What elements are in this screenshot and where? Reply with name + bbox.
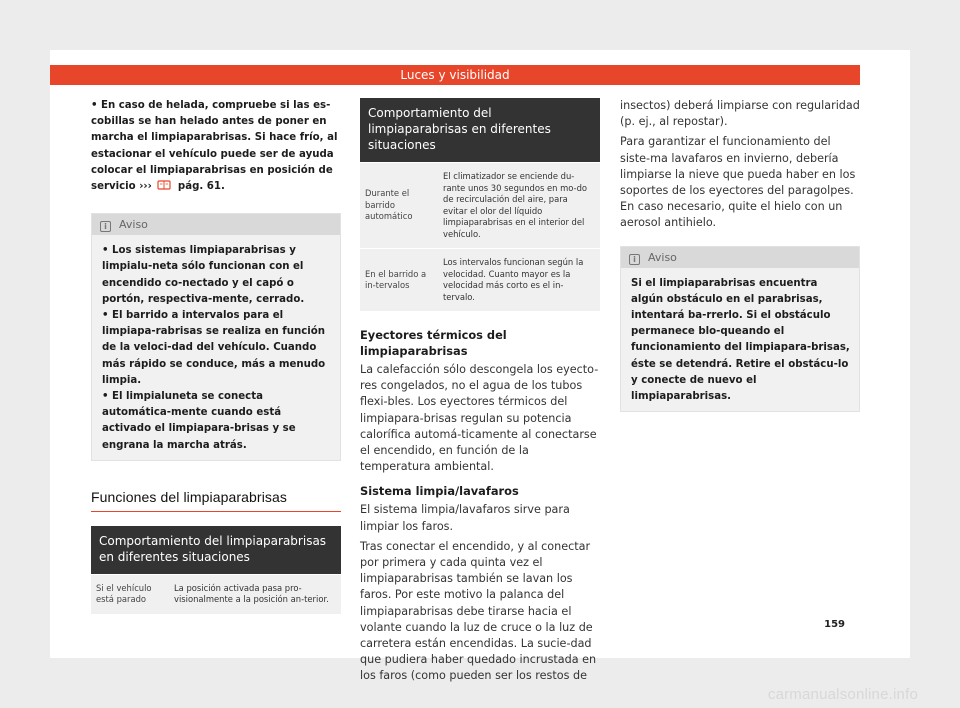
paragraph: Para garantizar el funcionamiento del siste-ma lavafaros en invierno, debería limpiarse la nieve que pueda haber en los soportes de los eyectores del paragolpes. En caso necesario, quite el hielo con un aerosol antihielo.: [620, 135, 856, 230]
table-cell-key: En el barrido a in-tervalos: [365, 268, 427, 290]
aviso-box-right: [620, 246, 860, 413]
page-number: 159: [824, 619, 845, 630]
aviso-text: Si el limpiaparabrisas encuentra algún obstáculo en el parabrisas, intentará ba-rrerlo. Si el obstáculo permanece blo-queando el funcionamiento del limpiapara-brisas, éste se detendrá. Retire el obstácu-lo y conecte de nuevo el limpiaparabrisas.: [631, 277, 850, 403]
page-reference-link[interactable]: pág. 61.: [177, 181, 225, 193]
paragraph: El sistema limpia/lavafaros sirve para limpiar los faros.: [360, 503, 570, 533]
bullet-helada-text: En caso de helada, compruebe si las es-cobillas se han helado antes de poner en marcha el limpiaparabrisas. Si hace frío, al estacionar el vehículo puede ser de ayuda colocar el limpiaparabrisas en posición de servicio ›››: [91, 100, 338, 193]
table-row: [91, 574, 341, 614]
aviso-item: • El limpialuneta se conecta automática-mente cuando está activado el limpiapara-brisas y se engrana la marcha atrás.: [102, 391, 296, 451]
subheading-lavafaros: Sistema limpia/lavafaros: [360, 484, 519, 499]
aviso-body: [621, 268, 859, 412]
aviso-body: [92, 235, 340, 460]
info-icon: i: [100, 221, 111, 232]
bullet-helada: • En caso de helada, compruebe si las es-cobillas se han helado antes de poner en marcha el limpiaparabrisas. Si hace frío, al estacionar el vehículo puede ser de ayuda colocar el limpiaparabrisas en posición de servicio ››› pág. 61.: [91, 100, 338, 193]
aviso-title: Aviso: [648, 250, 677, 264]
behavior-table-right: [360, 98, 600, 311]
book-reference-icon: [157, 180, 171, 190]
manual-page: [50, 50, 910, 683]
aviso-box-left: [91, 213, 341, 461]
paragraph: insectos) deberá limpiarse con regularidad (p. ej., al repostar).: [620, 99, 860, 129]
table-cell-key: Durante el barrido automático: [365, 188, 413, 222]
aviso-item-text: El limpialuneta se conecta automática-mente cuando está activado el limpiapara-brisas y se engrana la marcha atrás.: [102, 391, 296, 451]
table-cell-value: La posición activada pasa pro-visionalmente a la posición an-terior.: [174, 582, 329, 605]
aviso-header: [92, 214, 340, 235]
info-icon: i: [629, 254, 640, 265]
table-row: [360, 248, 600, 311]
table-title: Comportamiento del limpiaparabrisas en diferentes situaciones: [91, 526, 341, 574]
eyectores-section: [360, 327, 600, 685]
aviso-item: • Los sistemas limpiaparabrisas y limpialu-neta sólo funcionan con el encendido co-nectado y el capó o portón, respectiva-mente, cerrado.: [102, 245, 305, 305]
aviso-item: • El barrido a intervalos para el limpiapa-rabrisas se realiza en función de la veloci-dad del vehículo. Cuando más rápido se conduce, más a menudo limpia.: [102, 310, 326, 386]
paragraph: La calefacción sólo descongela los eyecto-res congelados, no el agua de los tubos flexi-bles. Los eyectores térmicos del limpiapara-brisas regulan su potencia calorífica automá-ticamente al conectarse el encendido, en función de la temperatura ambiental.: [360, 363, 599, 474]
aviso-title: Aviso: [119, 218, 148, 232]
section-title: Funciones del limpiaparabrisas: [91, 489, 341, 512]
column-left: [91, 98, 341, 614]
column-middle: [360, 98, 600, 689]
table-cell-key: Si el vehículo está parado: [96, 582, 152, 605]
chapter-header: Luces y visibilidad: [50, 65, 860, 85]
behavior-table-left: [91, 526, 341, 614]
aviso-header: [621, 247, 859, 268]
subheading-eyectores: Eyectores térmicos del limpiaparabrisas: [360, 328, 507, 358]
table-row: [360, 162, 600, 248]
aviso-item-text: El barrido a intervalos para el limpiapa-rabrisas se realiza en función de la veloci-dad del vehículo. Cuando más rápido se conduce, más a menudo limpia.: [102, 310, 326, 386]
table-cell-value: Los intervalos funcionan según la velocidad. Cuanto mayor es la velocidad más corto es el in-tervalo.: [443, 257, 584, 302]
watermark: carmanualsonline.info: [767, 686, 918, 703]
paragraph: Tras conectar el encendido, y al conectar por primera y cada quinta vez el limpiaparabrisas también se lavan los faros. Por este motivo la palanca del limpiaparabrisas debe tirarse hacia el volante cuando la luz de cruce o la luz de carretera están encendidas. La sucie-dad que pudiera haber quedado incrustada en los faros (como pueden ser los restos de: [360, 539, 597, 683]
aviso-item-text: Los sistemas limpiaparabrisas y limpialu-neta sólo funcionan con el encendido co-nectado y el capó o portón, respectiva-mente, cerrado.: [102, 245, 305, 305]
table-title: Comportamiento del limpiaparabrisas en diferentes situaciones: [360, 98, 600, 162]
table-cell-value: El climatizador se enciende du-rante unos 30 segundos en mo-do de recirculación del aire, para evitar el olor del líquido limpiaparabrisas en el interior del vehículo.: [443, 171, 588, 239]
column-right: [620, 98, 860, 412]
